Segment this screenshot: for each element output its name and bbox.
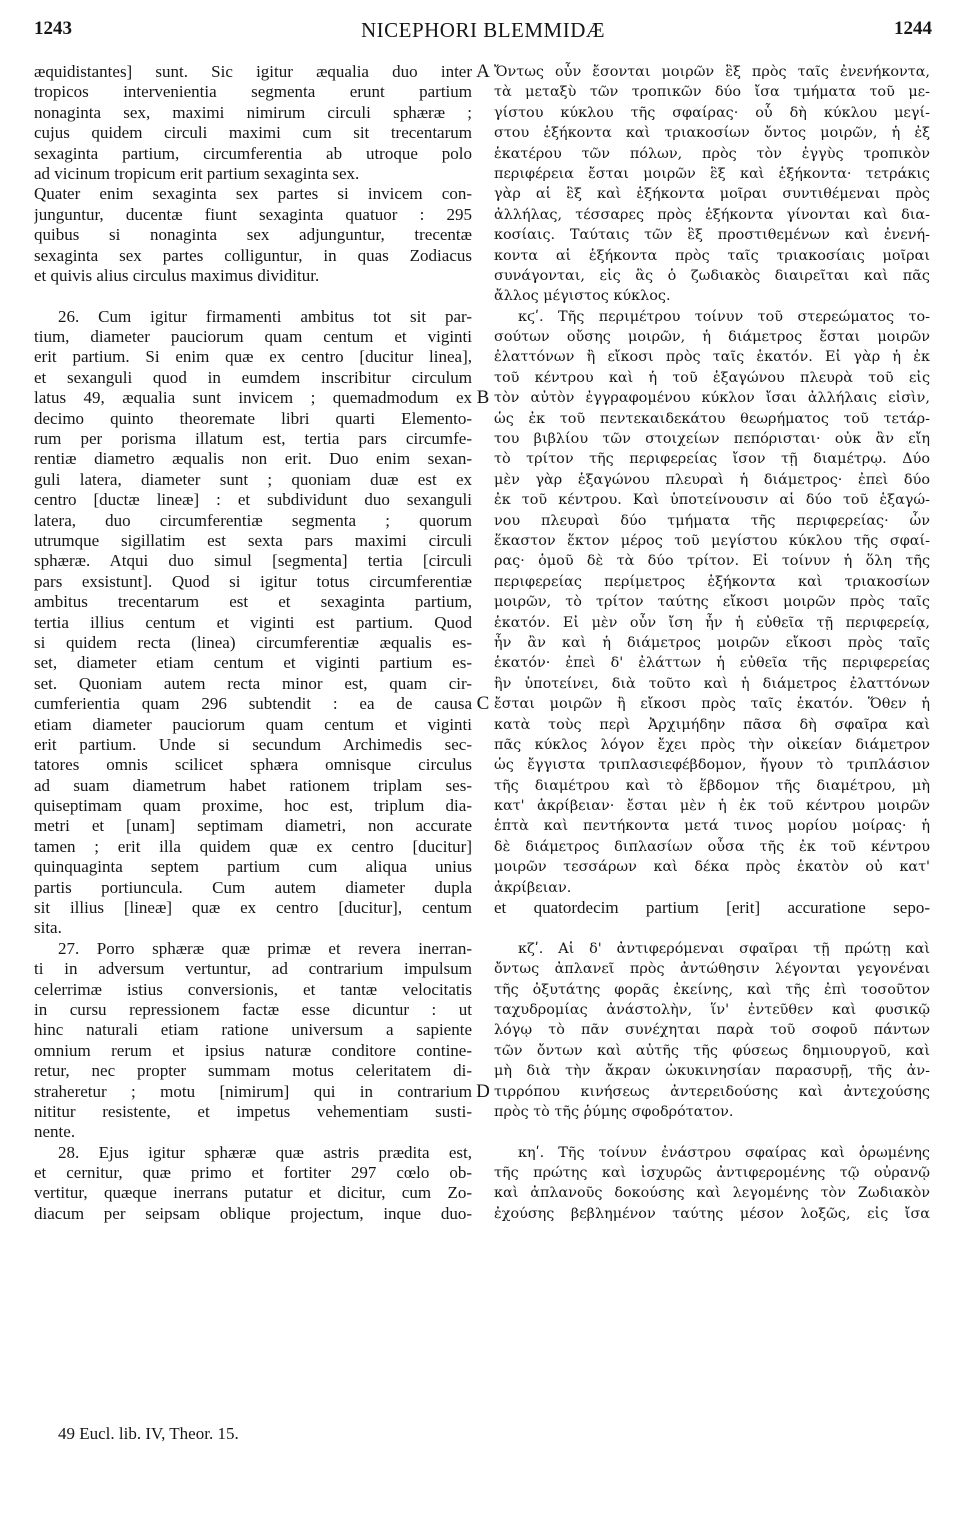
greek-text-line: τῆς πρώτης καὶ ἰσχυρῶς ἀντιφερομένης τῷ οὐρανῷ bbox=[494, 1165, 930, 1182]
latin-text-line: Quater enim sexaginta sex partes si invicem con- bbox=[34, 184, 472, 204]
latin-column bbox=[34, 62, 472, 1442]
latin-text-line: 26. Cum igitur firmamenti ambitus tot sit par- bbox=[58, 306, 472, 326]
latin-text-line: guli latera, diameter sunt ; quoniam duæ est ex bbox=[34, 469, 472, 489]
latin-text-line: utrumque sigillatim est sexta pars maximi circuli bbox=[34, 530, 472, 550]
latin-text-line: tropicos intervenientia segmenta erunt partium bbox=[34, 82, 472, 102]
latin-text-line: tium, diameter pauciorum quam centum et viginti bbox=[34, 327, 472, 347]
greek-text-line: πρὸς τὸ τῆς ῥύμης σφοδρότατον. bbox=[494, 1103, 734, 1120]
latin-text-line: cumferientia quam 296 subtendit : ea de causa bbox=[34, 694, 472, 714]
margin-marker: A bbox=[476, 61, 490, 82]
latin-text-line: erit partium. Si enim quæ ex centro [ducitur linea], bbox=[34, 347, 472, 367]
paragraph-gap bbox=[34, 286, 472, 306]
margin-marker: B bbox=[476, 387, 490, 409]
greek-text-line: συνάγονται, εἰς ἃς ὁ ζωδιακὸς διαιρεῖται καὶ πᾶς bbox=[494, 267, 930, 284]
latin-text-line: tamen ; erit illa quidem quæ ex centro [ducitur] bbox=[34, 836, 472, 856]
greek-text-line: ἑκατόν. Εἰ μὲν οὖν ἴση ἦν ἡ εὐθεῖα τῇ περιφερείᾳ, bbox=[494, 614, 930, 631]
greek-text-line: τιρρόπου κινήσεως ἀντερειδούσης καὶ ἀντεχούσης bbox=[494, 1083, 930, 1100]
greek-text-line: ἐλαττόνων ἢ εἴκοσι πρὸς ταῖς ἑκατόν. Εἰ γὰρ ἡ ἐκ bbox=[494, 349, 930, 366]
greek-text-line: ὡς ἐκ τοῦ πεντεκαιδεκάτου θεωρήματος τοῦ τετάρ- bbox=[494, 410, 930, 427]
latin-text-line: hinc naturali etiam ratione universum a sapiente bbox=[34, 1020, 472, 1040]
latin-text-line: retur, nec propter summam motus celeritatem di- bbox=[34, 1061, 472, 1081]
page-header bbox=[34, 18, 932, 52]
greek-text-line: λόγῳ τὸ πᾶν συνέχηται παρὰ τοῦ σοφοῦ πάντων bbox=[494, 1022, 930, 1039]
paragraph-gap bbox=[494, 1122, 930, 1142]
latin-text-line: rum per porisma illatum est, tertia pars circumfe- bbox=[34, 429, 472, 449]
greek-text-line: ὄντως ἀπλανεῖ πρὸς ἀντώθησιν λέγονται γεγονέναι bbox=[494, 961, 930, 978]
latin-text-line: junguntur, ducentæ fiunt sexaginta quatuor : 295 bbox=[34, 204, 472, 224]
greek-text-line: ταχυδρομίας ἀνάστολὴν, ἵν' ἐντεῦθεν καὶ φυσικῷ bbox=[494, 1001, 930, 1018]
greek-text-line: τὸν αὐτὸν ἐγγραφομένου κύκλον ἴσαι ἀλλήλαις εἰσὶν, bbox=[494, 390, 930, 407]
greek-text-line: σούτων οὔσης μοιρῶν, ἡ διάμετρος ἔσται μοιρῶν bbox=[494, 329, 930, 346]
latin-text-line: partis portiuncula. Cum autem diameter dupla bbox=[34, 877, 472, 897]
greek-text-line: ἑπτὰ καὶ πεντήκοντα μετά τινος μορίου μοίρας· ἡ bbox=[494, 818, 930, 835]
latin-text-line: cujus quidem circuli maximi cum sit trecentarum bbox=[34, 123, 472, 143]
latin-text-line: sit illius [lineæ] quæ ex centro [ducitur], centum bbox=[34, 898, 472, 918]
latin-text-line: sphæræ. Atqui duo simul [segmenta] tertia [circuli bbox=[34, 551, 472, 571]
latin-text-line: in cursu repressionem factæ esse dicuntur : ut bbox=[34, 999, 472, 1019]
greek-text-line: τὸ τρίτον τῆς περιφερείας ἴσον τῇ διαμέτρῳ. Δύο bbox=[494, 451, 930, 468]
greek-text-line: περιφερείας περίμετρος ἑξήκοντα καὶ τριακοσίων bbox=[494, 573, 930, 590]
greek-text-line: του βιβλίου τῶν στοιχείων πεπόρισται· οὐκ ἂν εἴη bbox=[494, 431, 930, 448]
greek-text-line: ἕκαστον ἕκτον μέρος τοῦ μεγίστου κύκλου τῆς σφαί- bbox=[494, 532, 930, 549]
greek-text-line: κατ' ἀκρίβειαν· ἔσται μὲν ἡ ἐκ τοῦ κέντρου μοιρῶν bbox=[494, 798, 930, 815]
greek-text-line: ἀλλήλας, τέσσαρες πρὸς ἑξήκοντα γίνονται καὶ δια- bbox=[494, 206, 930, 223]
greek-text-line: νου πλευραὶ δύο τμήματα τῆς περιφερείας· ὧν bbox=[494, 512, 930, 529]
greek-text-line: ἀκρίβειαν. bbox=[494, 879, 572, 896]
latin-text-line: latera, duo circumferentiæ segmenta ; quorum bbox=[34, 510, 472, 530]
greek-text-line: κοσίαις. Ταύταις τῶν ἓξ προστιθεμένων καὶ ἐνενή- bbox=[494, 227, 930, 244]
greek-text-line: ἄλλος μέγιστος κύκλος. bbox=[494, 288, 671, 305]
latin-text-line: diacum per seipsam oblique projectum, inque duo- bbox=[34, 1203, 472, 1223]
greek-text-line: ἐχούσης βεβλημένον ταύτης μέσον λοξῶς, εἰς ἴσα bbox=[494, 1205, 930, 1222]
greek-text-line: μοιρῶν, τὸ τρίτον ταύτης εἴκοσι μοιρῶν πρὸς ταῖς bbox=[494, 594, 930, 611]
latin-text-line: et quivis alius circulus maximus dividitur. bbox=[34, 265, 320, 285]
greek-text-line: Ὄντως οὖν ἔσονται μοιρῶν ἓξ πρὸς ταῖς ἐνενήκοντα, bbox=[494, 64, 930, 80]
latin-text-line: quiseptimam quam proxime, hoc est, triplum dia- bbox=[34, 796, 472, 816]
greek-text-line: γίστου κύκλου τῆς σφαίρας· οὗ δὴ κύκλου μεγί- bbox=[494, 104, 930, 121]
page-number-right: 1244 bbox=[894, 18, 932, 39]
latin-text-line: ad vicinum tropicum erit partium sexaginta sex. bbox=[34, 163, 360, 183]
greek-text-line: μὴ διὰ τὴν ἄκραν ὠκυκινησίαν παρασυρῇ, τῆς ἀν- bbox=[494, 1063, 930, 1080]
greek-text-line: τῆς ὀξυτάτης φορᾶς ἐκείνης, καὶ τῆς ἐπὶ τοσοῦτον bbox=[494, 981, 930, 998]
greek-text-line: et quatordecim partium [erit] accuratione sepo- bbox=[494, 898, 930, 918]
greek-text-line: δὲ διάμετρος διπλασίων οὖσα τῆς ἐκ τοῦ κέντρου bbox=[494, 838, 930, 855]
latin-text-line: erit partium. Unde si secundum Archimedis sec- bbox=[34, 734, 472, 754]
greek-text-line: στου ἑξήκοντα καὶ τριακοσίων ὄντος μοιρῶν, ἡ ἐξ bbox=[494, 125, 930, 142]
running-title: NICEPHORI BLEMMIDÆ bbox=[360, 18, 606, 42]
latin-text-line: decimo quinto theoremate libri quarti Elemento- bbox=[34, 408, 472, 428]
latin-text-line: omnium rerum et ipsius naturæ conditore contine- bbox=[34, 1040, 472, 1060]
latin-text-line: tertia illius centum et viginti est partium. Quod bbox=[34, 612, 472, 632]
latin-text-line: æquidistantes] sunt. Sic igitur æqualia duo inter bbox=[34, 62, 472, 81]
greek-text-line: κϛʹ. Τῆς περιμέτρου τοίνυν τοῦ στερεώματος το- bbox=[518, 308, 930, 325]
greek-text-line: τῆς διαμέτρου καὶ τὸ ἕβδομον τῆς διαμέτρου, μὴ bbox=[494, 777, 930, 794]
greek-text-line: ἑκατέρου τῶν πόλων, πρὸς τὸν ἐγγὺς τροπικὸν bbox=[494, 145, 930, 162]
latin-text-line: 27. Porro sphæræ quæ primæ et revera inerran- bbox=[58, 938, 472, 958]
latin-text-line: tatores omnis scilicet sphæra omnisque circulus bbox=[34, 755, 472, 775]
greek-text-line: περιφέρεια ἔσται μοιρῶν ἓξ καὶ ἑξήκοντα· τετράκις bbox=[494, 165, 930, 182]
latin-text-line: ti in adversum vertuntur, ad contrarium impulsum bbox=[34, 959, 472, 979]
greek-text-line: ἔσται μοιρῶν ἢ εἴκοσι πρὸς ταῖς ἑκατόν. Ὅθεν ἡ bbox=[494, 696, 930, 713]
latin-text-line: sexaginta partium, circumferentia ab utroque polo bbox=[34, 143, 472, 163]
latin-text-line: vertitur, quæque inerrans putatur et dicitur, cum Zo- bbox=[34, 1183, 472, 1203]
latin-text-line: 28. Ejus igitur sphæræ quæ astris prædita est, bbox=[58, 1142, 472, 1162]
latin-text-line: rentiæ diametro æqualis non erit. Duo enim sexan- bbox=[34, 449, 472, 469]
greek-text-line: κοντα αἱ ἑξήκοντα πρὸς ταῖς τριακοσίαις μοῖραι bbox=[494, 247, 930, 264]
greek-text-line: ρας· ὁμοῦ δὲ τὰ δύο τρίτον. Εἰ τοίνυν ἡ ὅλη τῆς bbox=[494, 553, 930, 570]
margin-marker: C bbox=[476, 693, 490, 715]
latin-text-line: centro [ductæ lineæ] : et subdividunt duo sexanguli bbox=[34, 490, 472, 510]
latin-text-line: sexaginta sex partes colliguntur, in quas Zodiacus bbox=[34, 245, 472, 265]
latin-text-line: celerrimæ istius conversionis, et tantæ velocitatis bbox=[34, 979, 472, 999]
latin-text-line: et sexanguli quod in eumdem inscribitur circulum bbox=[34, 367, 472, 387]
greek-text-line: κατὰ τοὺς περὶ Ἀρχιμήδην πᾶσα δὴ σφαῖρα καὶ bbox=[494, 716, 930, 733]
footnote: 49 Eucl. lib. IV, Theor. 15. bbox=[58, 1424, 239, 1443]
greek-column bbox=[494, 62, 930, 1442]
margin-marker: D bbox=[476, 1081, 490, 1102]
latin-text-line: etiam diameter pauciorum quam centum et viginti bbox=[34, 714, 472, 734]
latin-text-line: nonaginta sex, maximi nimirum circuli sphæræ ; bbox=[34, 102, 472, 122]
greek-text-line: ἑκατόν· ἐπεὶ δ' ἐλάττων ἡ εὐθεῖα τῆς περιφερείας bbox=[494, 655, 930, 672]
latin-text-line: quibus si nonaginta sex adjunguntur, trecentæ bbox=[34, 225, 472, 245]
latin-text-line: nente. bbox=[34, 1122, 76, 1142]
greek-text-line: καὶ ἀπλανοῦς δοκούσης καὶ λεγομένης τὸν Ζωδιακὸν bbox=[494, 1185, 930, 1202]
latin-text-line: set, diameter etiam centum et viginti partium es- bbox=[34, 653, 472, 673]
greek-text-line: μὲν γὰρ ἑξαγώνου πλευραὶ ἡ διάμετρος· ἐπεὶ δύο bbox=[494, 471, 930, 488]
latin-text-line: et cernitur, quæ primo et fortiter 297 cœlo ob- bbox=[34, 1163, 472, 1183]
latin-text-line: pars exsistunt]. Quod si igitur totus circumferentiæ bbox=[34, 571, 472, 591]
latin-text-line: latus 49, æqualia sunt invicem ; quemadmodum ex bbox=[34, 388, 472, 408]
greek-text-line: πᾶς κύκλος λόγον ἔχει πρὸς τὴν οἰκείαν διάμετρον bbox=[494, 736, 930, 753]
latin-text-line: quinquaginta septem partium cum aliqua unius bbox=[34, 857, 472, 877]
page-number-left: 1243 bbox=[34, 18, 72, 39]
latin-text-line: ad suam diametrum habet rationem triplam ses- bbox=[34, 775, 472, 795]
latin-text-line: straheretur ; motu [nimirum] qui in contrarium bbox=[34, 1081, 472, 1101]
greek-text-line: τῶν ὄντων καὶ αὐτῆς τῆς φύσεως δημιουργοῦ, καὶ bbox=[494, 1042, 930, 1059]
latin-text-line: si quidem recta (linea) circumferentiæ æqualis es- bbox=[34, 632, 472, 652]
latin-text-line: set. Quoniam autem recta minor est, quam cir- bbox=[34, 673, 472, 693]
paragraph-gap bbox=[494, 918, 930, 938]
greek-text-line: κζʹ. Αἱ δ' ἀντιφερόμεναι σφαῖραι τῇ πρώτῃ καὶ bbox=[518, 940, 930, 957]
greek-text-line: ἣν ὑποτείνει, διὰ τοῦτο καὶ ἡ διάμετρος ἐλαττόνων bbox=[494, 675, 930, 692]
latin-text-line: metri et [unam] septimam diametri, non accurate bbox=[34, 816, 472, 836]
latin-text-line: ambitus trecentarum est et sexaginta partium, bbox=[34, 592, 472, 612]
greek-text-line: τὰ μεταξὺ τῶν τροπικῶν δύο ἴσα τμήματα τοῦ με- bbox=[494, 84, 930, 101]
greek-text-line: γὰρ αἱ ἓξ καὶ ἑξήκοντα μοῖραι συντιθέμεναι πρὸς bbox=[494, 186, 930, 203]
greek-text-line: μοιρῶν τεσσάρων καὶ δέκα πρὸς ἑκατὸν οὐ κατ' bbox=[494, 859, 930, 876]
greek-text-line: ὡς ἔγγιστα τριπλασιεφέβδομον, ἤγουν τὸ τριπλάσιον bbox=[494, 757, 930, 774]
greek-text-line: τοῦ κέντρου καὶ ἡ τοῦ ἑξαγώνου πλευρὰ τοῦ εἰς bbox=[494, 369, 930, 386]
latin-text-line: nititur resistente, et impetus vehementiam susti- bbox=[34, 1101, 472, 1121]
greek-text-line: ἦν ἂν καὶ ἡ διάμετρος μοιρῶν εἴκοσι πρὸς ταῖς bbox=[494, 634, 930, 651]
latin-text-line: sita. bbox=[34, 918, 62, 938]
greek-text-line: ἐκ τοῦ κέντρου. Καὶ ὑποτείνουσιν αἱ δύο τοῦ ἑξαγώ- bbox=[494, 492, 930, 509]
greek-text-line: κηʹ. Τῆς τοίνυν ἐνάστρου σφαίρας καὶ ὁρωμένης bbox=[518, 1144, 930, 1161]
